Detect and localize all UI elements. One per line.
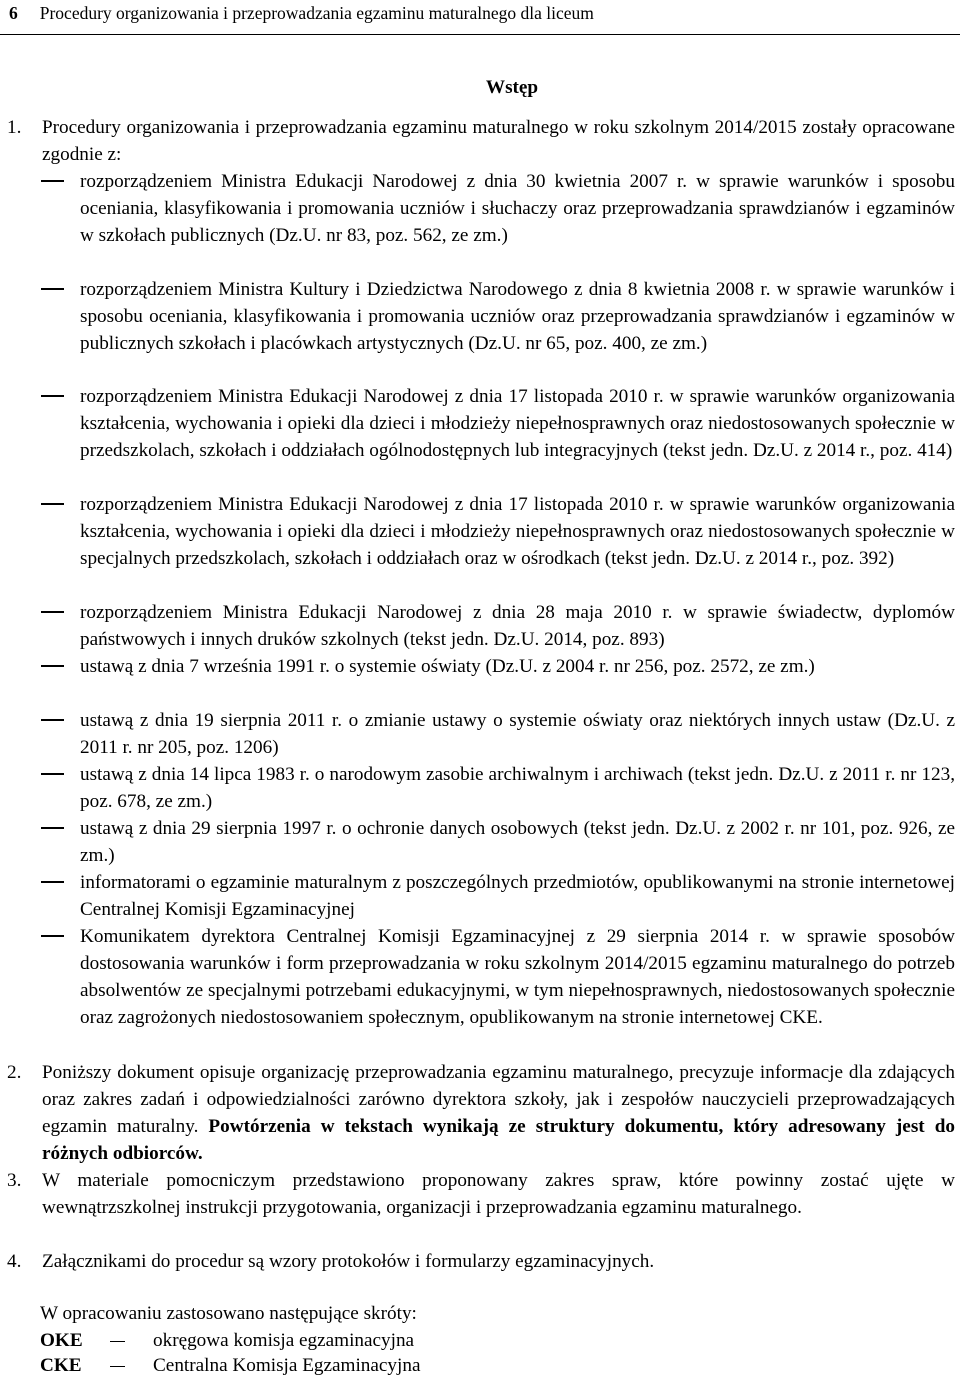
list-item: rozporządzeniem Ministra Edukacji Narodowej z dnia 28 maja 2010 r. w sprawie świadectw, dyplomów państwowych i innych druków szkolnych (tekst jedn. Dz.U. 2014, poz. 893)	[80, 602, 955, 650]
bullet-dash	[41, 881, 64, 883]
item-number: 3.	[7, 1170, 22, 1191]
running-title: Procedury organizowania i przeprowadzania egzaminu maturalnego dla liceum	[39, 3, 594, 23]
item-text: Załącznikami do procedur są wzory protokołów i formularzy egzaminacyjnych.	[42, 1251, 655, 1272]
item-text-bold: Powtórzenia w tekstach wynikają ze struktury dokumentu, który adresowany jest do różnych odbiorców.	[42, 1116, 955, 1164]
list-item: Komunikatem dyrektora Centralnej Komisji Egzaminacyjnej z 29 sierpnia 2014 r. w sprawie sposobów dostosowania warunków i form przeprowadzania w roku szkolnym 2014/2015 egzaminu maturalnego do potrzeb absolwentów ze specjalnymi potrzebami edukacyjnymi, w tym niepełnosprawnych, niedostosowanych społecznie oraz zagrożonych niedostosowaniem społecznym, opublikowanym na stronie internetowej CKE.	[80, 926, 955, 1028]
bullet-dash	[41, 719, 64, 721]
abbreviation-row	[40, 1352, 420, 1379]
bullet-dash	[41, 395, 64, 397]
item-number: 2.	[7, 1062, 22, 1083]
abbreviation-key: OKE	[40, 1330, 83, 1351]
abbreviation-dash	[110, 1341, 125, 1343]
bullet-dash	[41, 288, 64, 290]
item-text	[42, 1059, 955, 1167]
list-item: rozporządzeniem Ministra Edukacji Narodowej z dnia 17 listopada 2010 r. w sprawie warunków organizowania kształcenia, wychowania i opieki dla dzieci i młodzieży niepełnosprawnych oraz niedostosowanych społecznie w specjalnych przedszkolach, szkołach i oddziałach oraz w ośrodkach (tekst jedn. Dz.U. z 2014 r., poz. 392)	[80, 494, 955, 569]
bullet-dash	[41, 503, 64, 505]
abbreviation-dash	[110, 1366, 125, 1368]
abbreviations-intro: W opracowaniu zastosowano następujące skróty:	[40, 1303, 417, 1324]
bullet-dash	[41, 773, 64, 775]
abbreviation-key: CKE	[40, 1355, 82, 1376]
list-item: ustawą z dnia 29 sierpnia 1997 r. o ochronie danych osobowych (tekst jedn. Dz.U. z 2002 r. nr 101, poz. 926, ze zm.)	[80, 818, 955, 866]
item-text-regular: Poniższy dokument opisuje organizację przeprowadzania egzaminu maturalnego, precyzuje informacje dla zdających oraz zakres zadań i odpowiedzialności zarówno dyrektora szkoły, jak i zespołów nauczycieli przeprowadzających egzamin maturalny.	[42, 1062, 955, 1137]
bullet-dash	[41, 665, 64, 667]
page-number: 6	[9, 3, 18, 23]
abbreviation-value: okręgowa komisja egzaminacyjna	[153, 1330, 415, 1351]
list-item: ustawą z dnia 7 września 1991 r. o systemie oświaty (Dz.U. z 2004 r. nr 256, poz. 2572, ze zm.)	[80, 656, 815, 677]
bullet-dash	[41, 180, 64, 182]
abbreviation-value: Centralna Komisja Egzaminacyjna	[153, 1355, 421, 1376]
list-item: informatorami o egzaminie maturalnym z poszczególnych przedmiotów, opublikowanymi na stronie internetowej Centralnej Komisji Egzaminacyjnej	[80, 872, 955, 920]
item-number: 1.	[7, 117, 22, 138]
running-header	[9, 0, 594, 26]
bullet-dash	[41, 827, 64, 829]
list-item: ustawą z dnia 19 sierpnia 2011 r. o zmianie ustawy o systemie oświaty oraz niektórych innych ustaw (Dz.U. z 2011 r. nr 205, poz. 1206)	[80, 710, 955, 758]
bullet-dash	[41, 611, 64, 613]
list-item: rozporządzeniem Ministra Edukacji Narodowej z dnia 17 listopada 2010 r. w sprawie warunków organizowania kształcenia, wychowania i opieki dla dzieci i młodzieży niepełnosprawnych oraz niedostosowanych społecznie w przedszkolach, szkołach i oddziałach ogólnodostępnych lub integracyjnych (tekst jedn. Dz.U. z 2014 r., poz. 414)	[80, 386, 955, 461]
header-rule	[0, 34, 960, 35]
item-text: Procedury organizowania i przeprowadzania egzaminu maturalnego w roku szkolnym 2014/2015 zostały opracowane zgodnie z:	[42, 117, 955, 165]
item-text: W materiale pomocniczym przedstawiono proponowany zakres spraw, które powinny zostać ujęte w wewnątrzszkolnej instrukcji przygotowania, organizacji i przeprowadzania egzaminu maturalnego.	[42, 1170, 955, 1218]
list-item: rozporządzeniem Ministra Kultury i Dziedzictwa Narodowego z dnia 8 kwietnia 2008 r. w sprawie warunków i sposobu oceniania, klasyfikowania i promowania uczniów oraz przeprowadzania sprawdzianów i egzaminów w publicznych szkołach i placówkach artystycznych (Dz.U. nr 65, poz. 400, ze zm.)	[80, 279, 955, 354]
bullet-dash	[41, 935, 64, 937]
item-number: 4.	[7, 1251, 22, 1272]
list-item: rozporządzeniem Ministra Edukacji Narodowej z dnia 30 kwietnia 2007 r. w sprawie warunków i sposobu oceniania, klasyfikowania i promowania uczniów i słuchaczy oraz przeprowadzania sprawdzianów i egzaminów w szkołach publicznych (Dz.U. nr 83, poz. 562, ze zm.)	[80, 171, 955, 246]
list-item: ustawą z dnia 14 lipca 1983 r. o narodowym zasobie archiwalnym i archiwach (tekst jedn. Dz.U. z 2011 r. nr 123, poz. 678, ze zm.)	[80, 764, 955, 812]
abbreviation-row	[40, 1327, 414, 1354]
section-title: Wstęp	[485, 77, 539, 98]
